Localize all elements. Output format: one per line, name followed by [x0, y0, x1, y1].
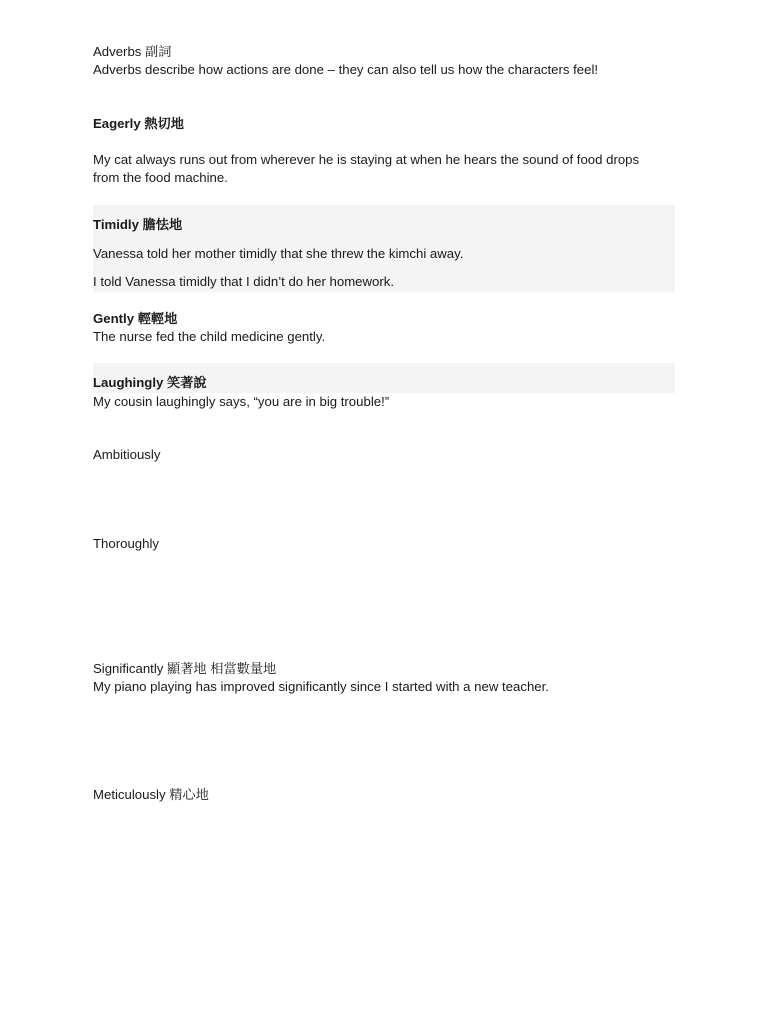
- entry-heading-ambitiously: Ambitiously: [93, 447, 161, 462]
- entry-example-timidly-2: I told Vanessa timidly that I didn’t do her homework.: [93, 274, 395, 289]
- entry-example-eagerly: My cat always runs out from wherever he is staying at when he hears the sound of food drops from the food machine.: [93, 152, 640, 185]
- entry-example-timidly-1: Vanessa told her mother timidly that she threw the kimchi away.: [93, 246, 464, 261]
- intro-text: Adverbs describe how actions are done – they can also tell us how the characters feel!: [93, 62, 599, 77]
- entry-heading-significantly: Significantly 顯著地 相當數量地: [93, 661, 277, 676]
- entry-example-gently: The nurse fed the child medicine gently.: [93, 329, 326, 344]
- entry-heading-laughingly: Laughingly 笑著說: [93, 375, 207, 390]
- entry-example-laughingly: My cousin laughingly says, “you are in big trouble!”: [93, 394, 390, 409]
- entry-heading-gently: Gently 輕輕地: [93, 311, 178, 326]
- entry-example-significantly: My piano playing has improved significantly since I started with a new teacher.: [93, 679, 549, 694]
- entry-heading-timidly: Timidly 膽怯地: [93, 217, 183, 232]
- page-title: Adverbs 副詞: [93, 44, 172, 59]
- entry-heading-eagerly: Eagerly 熱切地: [93, 116, 184, 131]
- entry-heading-meticulously: Meticulously 精心地: [93, 787, 209, 802]
- entry-heading-thoroughly: Thoroughly: [93, 536, 159, 551]
